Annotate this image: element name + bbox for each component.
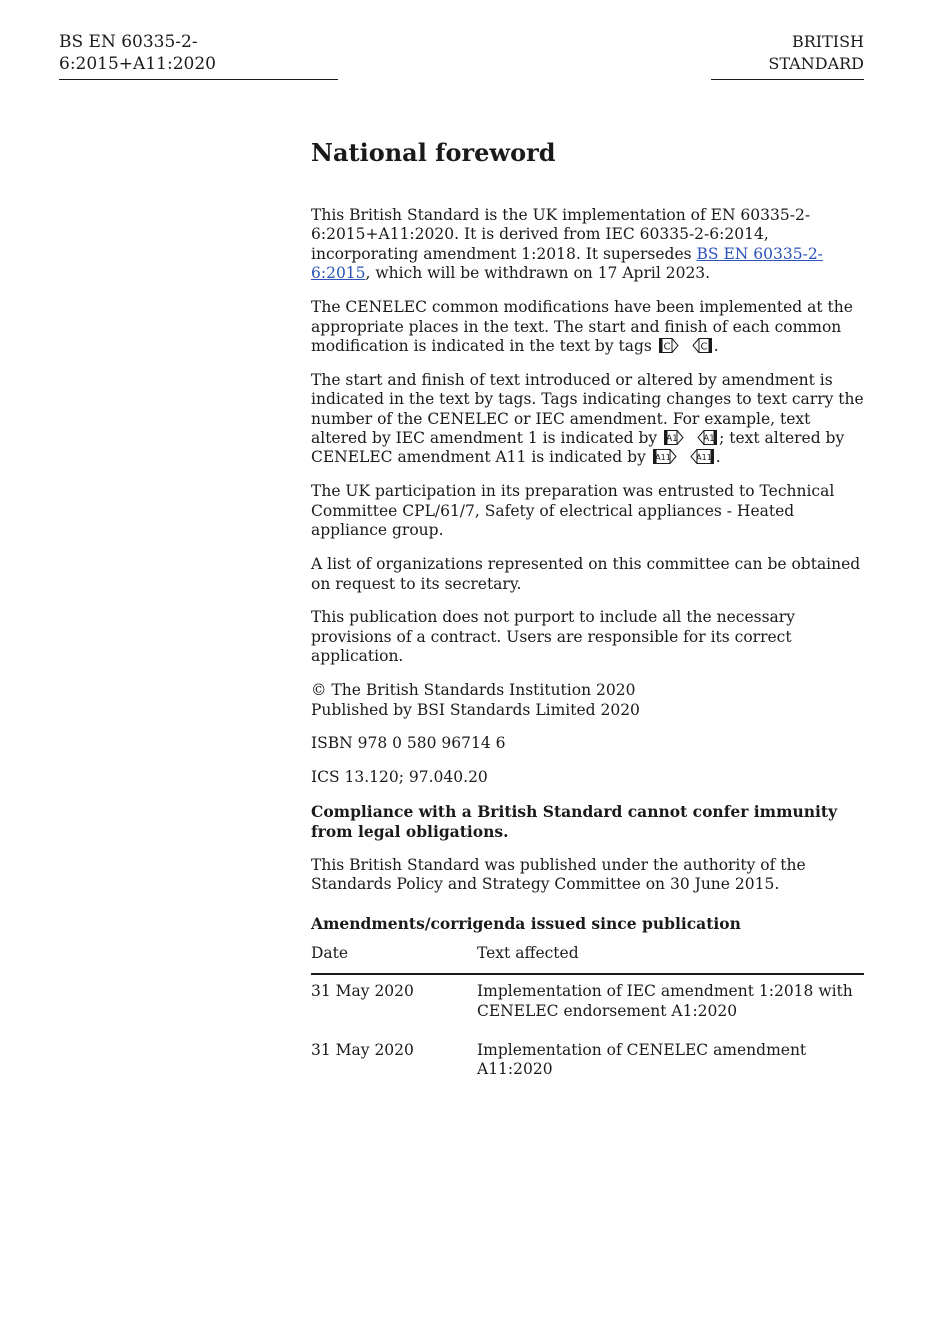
authority-statement: This British Standard was published under the authority of the Standards Policy and Strategy Committee on 30 June 2015. [311, 855, 806, 893]
tag-start-c-icon [659, 338, 681, 353]
publisher-line: Published by BSI Standards Limited 2020 [311, 700, 640, 719]
ics: ICS 13.120; 97.040.20 [311, 768, 488, 787]
header-british-standard: BRITISH STANDARD [711, 31, 864, 80]
copyright-line: © The British Standards Institution 2020 [311, 681, 636, 700]
copyright-block [311, 681, 864, 720]
svg-text:A1: A1 [703, 434, 715, 445]
paragraph-implementation: This British Standard is the UK implementation of EN 60335-2-6:2015+A11:2020. It is derived from IEC 60335-2-6:2014, incorporating amendment 1:2018. It supersedes BS EN 60335-2-6:2015, which will be withdrawn on 17 April 2023. [311, 206, 823, 283]
tag-start-a1-icon [664, 430, 686, 445]
paragraph-disclaimer: This publication does not purport to include all the necessary provisions of a contract. Users are responsible for its correct application. [311, 608, 795, 666]
svg-text:C: C [663, 341, 671, 353]
page-content [311, 136, 864, 1087]
table-row [311, 974, 864, 1034]
isbn: ISBN 978 0 580 96714 6 [311, 734, 506, 753]
column-header-date: Date [311, 944, 477, 974]
tag-end-a1-icon [695, 430, 717, 445]
tag-end-c-icon [690, 338, 712, 353]
svg-text:A1: A1 [666, 434, 678, 445]
header-standard-number: BS EN 60335-2-6:2015+A11:2020 [59, 31, 338, 80]
svg-text:A11: A11 [695, 453, 712, 463]
tag-start-a11-icon [653, 449, 679, 464]
amendments-table [311, 944, 864, 1087]
table-row [311, 1034, 864, 1087]
page-title: National foreword [311, 138, 556, 167]
svg-text:A11: A11 [654, 453, 671, 463]
amendment-text: Implementation of IEC amendment 1:2018 with CENELEC endorsement A1:2020 [477, 982, 853, 1020]
paragraph-common-modifications: The CENELEC common modifications have been implemented at the appropriate places in the text. The start and finish of each common modification is indicated in the text by tags C C . [311, 298, 853, 355]
tag-end-a11-icon [688, 449, 714, 464]
paragraph-committee: The UK participation in its preparation was entrusted to Technical Committee CPL/61/7, Safety of electrical appliances - Heated appliance group. [311, 482, 835, 540]
compliance-notice: Compliance with a British Standard cannot confer immunity from legal obligations. [311, 802, 838, 841]
amendment-text: Implementation of CENELEC amendment A11:2020 [477, 1041, 807, 1079]
svg-text:C: C [700, 341, 708, 353]
paragraph-amendment-tags: The start and finish of text introduced or altered by amendment is indicated in the text by tags. Tags indicating changes to text carry the number of the CENELEC or IEC amendment. For example, text altered by IEC amendment 1 is indicated by A1 A1 ; text altered by CENELEC amendment A11 is indicated by A11 A11 . [311, 370, 864, 467]
amendment-date: 31 May 2020 [311, 982, 414, 1001]
column-header-text-affected: Text affected [477, 944, 864, 974]
amendments-title: Amendments/corrigenda issued since publication [311, 914, 741, 934]
superseded-standard-link[interactable]: BS EN 60335-2-6:2015 [311, 244, 823, 283]
paragraph-organizations: A list of organizations represented on this committee can be obtained on request to its secretary. [311, 555, 861, 593]
amendment-date: 31 May 2020 [311, 1041, 414, 1059]
table-header-row [311, 944, 864, 974]
